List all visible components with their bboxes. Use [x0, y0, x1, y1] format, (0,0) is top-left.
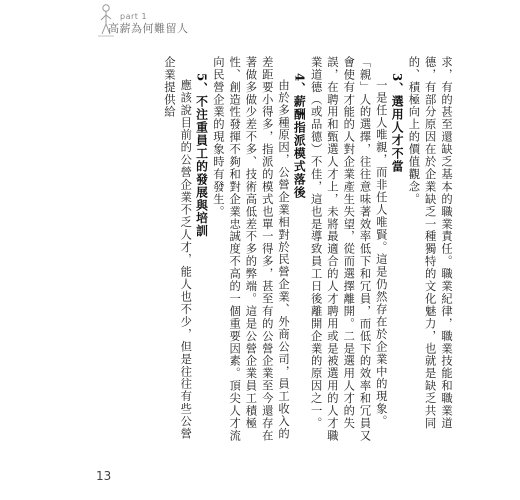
part-label: part 1 — [120, 12, 148, 21]
body-text — [96, 56, 454, 448]
paragraph: 一是任人唯親，而非任人唯賢。這是仍然存在於企業中的現象。「親」人的選擇，往往意味著效率低下和冗員，而低下的效率和冗員又會使有才能的人對企業產生失望，從而選擇離開。二是選用人才的失誤，在聘用和甄選人才上，未將最適合的人才聘用或是被選用的人才職業道德（或品德）不佳，這也是導致員工日後離開企業的原因之一。 — [309, 56, 388, 442]
page-number: 13 — [96, 469, 112, 483]
paragraph: 應該說目前的公營企業不乏人才，能人也不少，但是往往有些公營企業提供給 — [162, 56, 193, 440]
paragraph: 由於多種原因，公營企業相對於民營企業、外商公司，員工收入的差距要小得多，指派的模式也單一得多，甚至有的公營企業至今還存在著做多做少差不多、技術高低差不多的弊端。這是公營企業員工積極性、創造性發揮不夠和對企業忠誠度不高的一個重要因素。頂尖人才流向民營企業的現象時有發生。 — [211, 56, 291, 442]
section-heading: 5、不注重員工的發展與培訓 — [194, 72, 209, 238]
section-heading: 4、薪酬指派模式落後 — [292, 72, 307, 199]
paragraph: 求，有的甚至還缺乏基本的職業責任。職業紀律，職業技能和職業道德，有部分原因在於企業缺乏一種獨特的文化魅力，也就是缺乏共同的、積極向上的價值觀念。 — [407, 56, 453, 430]
section-heading: 3、選用人才不當 — [390, 72, 405, 173]
chapter-title: 高薪為何難留人 — [108, 22, 189, 35]
